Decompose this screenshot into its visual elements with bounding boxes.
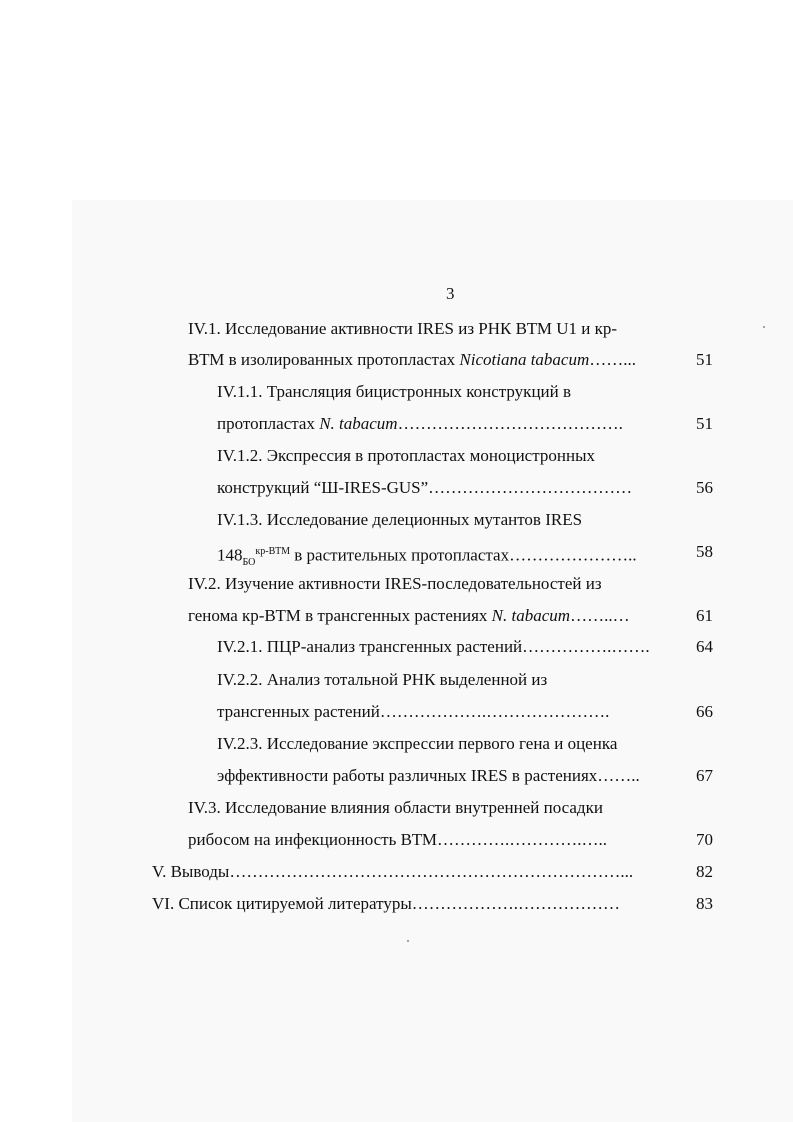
toc-entry-iv13-line1: IV.1.3. Исследование делеционных мутантов IRES bbox=[217, 510, 583, 529]
toc-page-iv2: 61 bbox=[696, 606, 713, 625]
toc-entry-iv2-line2: генома кр-ВТМ в трансгенных растениях N. tabacum……..… bbox=[188, 606, 630, 625]
toc-entry-iv23-line2: эффективности работы различных IRES в растениях…….. bbox=[217, 766, 640, 785]
toc-entry-iv3-line2: рибосом на инфекционность ВТМ………….………….….. bbox=[188, 830, 607, 849]
toc-entry-iv3-line1: IV.3. Исследование влияния области внутренней посадки bbox=[188, 798, 603, 817]
toc-page-iv12: 56 bbox=[696, 478, 713, 497]
toc-entry-iv12-line1: IV.1.2. Экспрессия в протопластах моноцистронных bbox=[217, 446, 595, 465]
toc-entry-iv11-line2: протопластах N. tabacum…………………………………. bbox=[217, 414, 623, 433]
page-number: 3 bbox=[446, 284, 455, 303]
toc-entry-iv22-line2: трансгенных растений……………….…………………. bbox=[217, 702, 610, 721]
toc-entry-iv21: IV.2.1. ПЦР-анализ трансгенных растений…………….……. bbox=[217, 637, 650, 656]
toc-entry-iv2-line1: IV.2. Изучение активности IRES-последовательностей из bbox=[188, 574, 602, 593]
scan-speck bbox=[407, 940, 409, 942]
toc-page-iv13: 58 bbox=[696, 542, 713, 561]
toc-entry-iv1-line2: ВТМ в изолированных протопластах Nicotiana tabacum……... bbox=[188, 350, 636, 369]
toc-page-iv1: 51 bbox=[696, 350, 713, 369]
toc-page-iv11: 51 bbox=[696, 414, 713, 433]
toc-entry-vi: VI. Список цитируемой литературы……………….……………… bbox=[152, 894, 620, 913]
toc-entry-iv22-line1: IV.2.2. Анализ тотальной РНК выделенной из bbox=[217, 670, 548, 689]
toc-entry-iv13-line2: $148_{БО}^{кр-ВТМ}$ в растительных протопластах………………….. bbox=[217, 545, 637, 569]
toc-page-iv22: 66 bbox=[696, 702, 713, 721]
toc-entry-iv12-line2: конструкций “Ш-IRES-GUS”……………………………… bbox=[217, 478, 633, 497]
toc-entry-iv23-line1: IV.2.3. Исследование экспрессии первого гена и оценка bbox=[217, 734, 618, 753]
toc-page-v: 82 bbox=[696, 862, 713, 881]
toc-entry-iv11-line1: IV.1.1. Трансляция бицистронных конструкций в bbox=[217, 382, 572, 401]
toc-entry-iv1-line1: IV.1. Исследование активности IRES из РНК ВТМ U1 и кр- bbox=[188, 319, 618, 338]
toc-entry-v: V. Выводы……………………………………………………………... bbox=[152, 862, 634, 881]
toc-page-vi: 83 bbox=[696, 894, 713, 913]
scan-speck bbox=[763, 326, 765, 328]
toc-page-iv3: 70 bbox=[696, 830, 713, 849]
toc-page-iv23: 67 bbox=[696, 766, 713, 785]
toc-page-iv21: 64 bbox=[696, 637, 713, 656]
